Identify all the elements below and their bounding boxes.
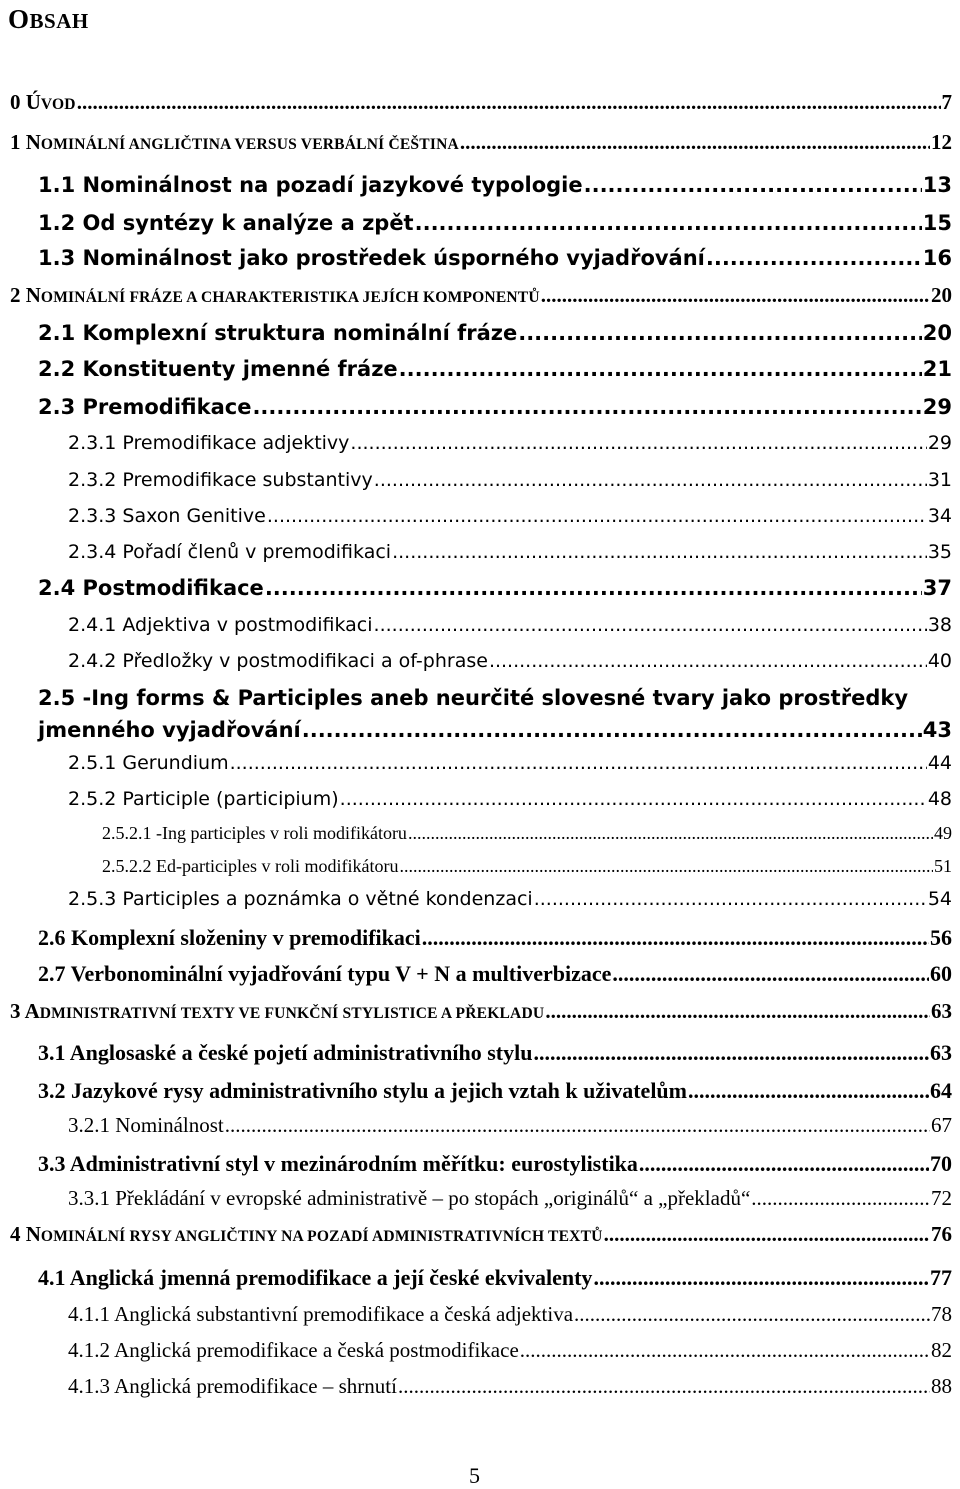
toc-entry-label: 2.3.3 Saxon Genitive xyxy=(68,505,266,527)
dot-leader xyxy=(545,999,930,1024)
toc-entry[interactable] xyxy=(38,395,952,419)
dot-leader xyxy=(534,888,927,910)
dot-leader xyxy=(408,823,933,844)
dot-leader xyxy=(518,321,922,345)
toc-entry[interactable] xyxy=(68,1338,952,1363)
toc-entry-label: 2.3 Premodifikace xyxy=(38,395,252,419)
toc-page-number: 60 xyxy=(930,961,952,986)
toc-entry[interactable] xyxy=(68,1302,952,1327)
toc-page-number: 40 xyxy=(927,650,952,672)
dot-leader xyxy=(77,90,941,115)
dot-leader xyxy=(688,1078,929,1104)
dot-leader xyxy=(265,576,922,600)
toc-entry-label: 4.1.2 Anglická premodifikace a česká postmodifikace xyxy=(68,1338,519,1362)
toc-page-number: 20 xyxy=(931,283,952,307)
toc-entry-label: 2.5.3 Participles a poznámka o větné kondenzaci xyxy=(68,888,533,910)
dot-leader xyxy=(302,718,922,742)
dot-leader xyxy=(267,505,927,527)
toc-entry[interactable] xyxy=(38,718,952,742)
dot-leader xyxy=(230,752,927,774)
toc-page-number: 51 xyxy=(934,856,952,876)
toc-entry-label: 1.1 Nominálnost na pozadí jazykové typologie xyxy=(38,173,583,197)
toc-entry[interactable] xyxy=(68,1374,952,1399)
page-number: 5 xyxy=(469,1463,480,1488)
dot-leader xyxy=(460,130,930,155)
toc-entry-label xyxy=(10,999,544,1024)
toc-entry[interactable] xyxy=(38,925,952,951)
toc-entry-label: 1.3 Nominálnost jako prostředek úsporného vyjadřování xyxy=(38,246,705,270)
toc-entry-label: 2.3.2 Premodifikace substantivy xyxy=(68,469,373,491)
toc-entry-label: 2.3.4 Pořadí členů v premodifikaci xyxy=(68,541,392,563)
toc-page-number: 21 xyxy=(922,357,952,381)
dot-leader xyxy=(399,357,922,381)
title-initial: O xyxy=(8,4,30,34)
dot-leader xyxy=(340,788,927,810)
dot-leader xyxy=(350,432,926,454)
dot-leader xyxy=(751,1186,930,1211)
toc-entry-label: 3.1 Anglosaské a české pojetí administrativního stylu xyxy=(38,1040,533,1065)
dot-leader xyxy=(706,246,922,270)
toc-entry[interactable] xyxy=(38,321,952,345)
toc-page-number: 29 xyxy=(922,395,952,419)
toc-page-number: 13 xyxy=(922,173,952,197)
toc-page-number: 31 xyxy=(927,469,952,491)
toc-page-number: 37 xyxy=(922,576,952,600)
toc-entry[interactable] xyxy=(38,1040,952,1066)
toc-entry-label: 2.5.2.1 -Ing participles v roli modifikátoru xyxy=(102,823,407,843)
dot-leader xyxy=(520,1338,930,1363)
dot-leader xyxy=(399,856,933,877)
toc-page-number: 56 xyxy=(930,925,952,950)
toc-entry-label: 3.2 Jazykové rysy administrativního stylu a jejich vztah k uživatelům xyxy=(38,1078,687,1103)
toc-entry-label: 2.1 Komplexní struktura nominální fráze xyxy=(38,321,518,345)
dot-leader xyxy=(415,211,922,235)
dot-leader xyxy=(252,395,921,419)
toc-chapter-title: OMINÁLNÍ ANGLIČTINA VERSUS VERBÁLNÍ ČEŠTINA xyxy=(40,136,459,153)
toc-page-number: 38 xyxy=(927,614,952,636)
toc-entry[interactable] xyxy=(68,469,952,491)
toc-page-number: 63 xyxy=(930,1040,952,1065)
toc-entry-label: 1.2 Od syntézy k analýze a zpět xyxy=(38,211,414,235)
toc-entry-label xyxy=(10,1222,603,1247)
toc-entry-label: 4.1 Anglická jmenná premodifikace a její české ekvivalenty xyxy=(38,1265,593,1290)
toc-chapter-title: DMINISTRATIVNÍ TEXTY VE FUNKČNÍ STYLISTICE A PŘEKLADU xyxy=(39,1005,545,1022)
toc-entry-label: 2.2 Konstituenty jmenné fráze xyxy=(38,357,398,381)
dot-leader xyxy=(593,1265,929,1291)
toc-entry[interactable] xyxy=(38,1078,952,1104)
toc-entry[interactable] xyxy=(10,1222,952,1247)
dot-leader xyxy=(398,1374,930,1399)
toc-entry-label xyxy=(10,283,540,308)
toc-page-number: 64 xyxy=(930,1078,952,1103)
dot-leader xyxy=(489,650,927,672)
toc-page-number: 44 xyxy=(927,752,952,774)
toc-entry-line: 2.5 -Ing forms & Participles aneb neurčité slovesné tvary jako prostředky xyxy=(38,686,909,710)
toc-page-number: 67 xyxy=(931,1113,952,1137)
dot-leader xyxy=(639,1151,929,1177)
toc-entry[interactable] xyxy=(38,211,952,235)
toc-entry-label: 2.3.1 Premodifikace adjektivy xyxy=(68,432,350,454)
toc-entry[interactable] xyxy=(10,999,952,1024)
toc-entry-label: 2.4.2 Předložky v postmodifikaci a of-phrase xyxy=(68,650,488,672)
toc-entry[interactable] xyxy=(38,1265,952,1291)
toc-chapter-prefix: 2 N xyxy=(10,283,41,307)
toc-entry[interactable] xyxy=(102,856,952,877)
title-rest: BSAH xyxy=(29,9,89,33)
toc-entry[interactable] xyxy=(38,1151,952,1177)
toc-entry[interactable] xyxy=(68,888,952,910)
toc-page-number: 77 xyxy=(930,1265,952,1290)
toc-entry-label: 2.5.2.2 Ed-participles v roli modifikátoru xyxy=(102,856,399,876)
toc-page-number: 63 xyxy=(931,999,952,1023)
toc-entry-label: 3.2.1 Nominálnost xyxy=(68,1113,224,1137)
toc-page-number: 78 xyxy=(931,1302,952,1326)
toc-chapter-prefix: 0 Ú xyxy=(10,90,41,114)
toc-entry[interactable] xyxy=(10,130,952,155)
toc-entry[interactable] xyxy=(68,1113,952,1138)
toc-page-number: 16 xyxy=(922,246,952,270)
toc-entry[interactable] xyxy=(68,505,952,527)
page-title xyxy=(8,4,89,35)
toc-entry[interactable] xyxy=(38,576,952,600)
toc-page-number: 82 xyxy=(931,1338,952,1362)
toc-entry[interactable] xyxy=(38,246,952,270)
toc-page-number: 54 xyxy=(927,888,952,910)
toc-entry[interactable] xyxy=(68,650,952,672)
toc-entry-label: 3.3.1 Překládání v evropské administrativě – po stopách „originálů“ a „překladů“ xyxy=(68,1186,751,1210)
toc-entry-label: 2.6 Komplexní složeniny v premodifikaci xyxy=(38,925,421,950)
toc-entry[interactable] xyxy=(38,173,952,197)
toc-entry[interactable] xyxy=(68,541,952,563)
toc-entry[interactable] xyxy=(38,357,952,381)
toc-entry-label: 3.3 Administrativní styl v mezinárodním měřítku: eurostylistika xyxy=(38,1151,638,1176)
toc-entry[interactable] xyxy=(102,823,952,844)
toc-page-number: 48 xyxy=(927,788,952,810)
dot-leader xyxy=(604,1222,930,1247)
toc-chapter-title: VOD xyxy=(40,96,76,113)
toc-chapter-prefix: 1 N xyxy=(10,130,41,154)
toc-page-number: 43 xyxy=(922,718,952,742)
toc-entry-label: 2.5.1 Gerundium xyxy=(68,752,229,774)
toc-entry-label: 4.1.1 Anglická substantivní premodifikace a česká adjektiva xyxy=(68,1302,574,1326)
dot-leader xyxy=(612,961,929,987)
toc-entry[interactable] xyxy=(68,788,952,810)
toc-page-number: 70 xyxy=(930,1151,952,1176)
toc-entry-label: 2.4.1 Adjektiva v postmodifikaci xyxy=(68,614,373,636)
toc-entry-label: 2.5.2 Participle (participium) xyxy=(68,788,339,810)
dot-leader xyxy=(541,283,930,308)
dot-leader xyxy=(374,469,927,491)
toc-page-number: 29 xyxy=(927,432,952,454)
toc-entry-label xyxy=(10,130,459,155)
dot-leader xyxy=(374,614,927,636)
toc-entry-label: 2.4 Postmodifikace xyxy=(38,576,264,600)
toc-page-number: 72 xyxy=(931,1186,952,1210)
dot-leader xyxy=(392,541,927,563)
toc-entry[interactable] xyxy=(68,614,952,636)
toc-entry-label: 2.7 Verbonominální vyjadřování typu V + N a multiverbizace xyxy=(38,961,612,986)
dot-leader xyxy=(225,1113,930,1138)
toc-chapter-title: OMINÁLNÍ RYSY ANGLIČTINY NA POZADÍ ADMINISTRATIVNÍCH TEXTŮ xyxy=(40,1228,603,1245)
toc-entry-label: jmenného vyjadřování xyxy=(38,718,301,742)
toc-page-number: 34 xyxy=(927,505,952,527)
toc-page-number: 12 xyxy=(931,130,952,154)
toc-page-number: 49 xyxy=(934,823,952,843)
toc-entry[interactable] xyxy=(68,432,952,454)
toc-entry-label xyxy=(10,90,76,115)
toc-entry[interactable] xyxy=(10,90,952,115)
toc-entry[interactable] xyxy=(68,752,952,774)
toc-entry-label: 4.1.3 Anglická premodifikace – shrnutí xyxy=(68,1374,397,1398)
toc-page-number: 7 xyxy=(941,90,952,114)
toc-page-number: 15 xyxy=(922,211,952,235)
toc-chapter-prefix: 3 A xyxy=(10,999,40,1023)
dot-leader xyxy=(422,925,929,951)
toc-entry[interactable] xyxy=(68,1186,952,1211)
toc-page-number: 76 xyxy=(931,1222,952,1246)
dot-leader xyxy=(533,1040,929,1066)
toc-page-number: 20 xyxy=(922,321,952,345)
toc-chapter-title: OMINÁLNÍ FRÁZE A CHARAKTERISTIKA JEJÍCH KOMPONENTŮ xyxy=(40,289,540,306)
toc-chapter-prefix: 4 N xyxy=(10,1222,41,1246)
dot-leader xyxy=(584,173,922,197)
toc-page-number: 88 xyxy=(931,1374,952,1398)
dot-leader xyxy=(574,1302,930,1327)
toc-entry[interactable] xyxy=(10,283,952,308)
toc-page-number: 35 xyxy=(927,541,952,563)
toc-entry[interactable] xyxy=(38,961,952,987)
